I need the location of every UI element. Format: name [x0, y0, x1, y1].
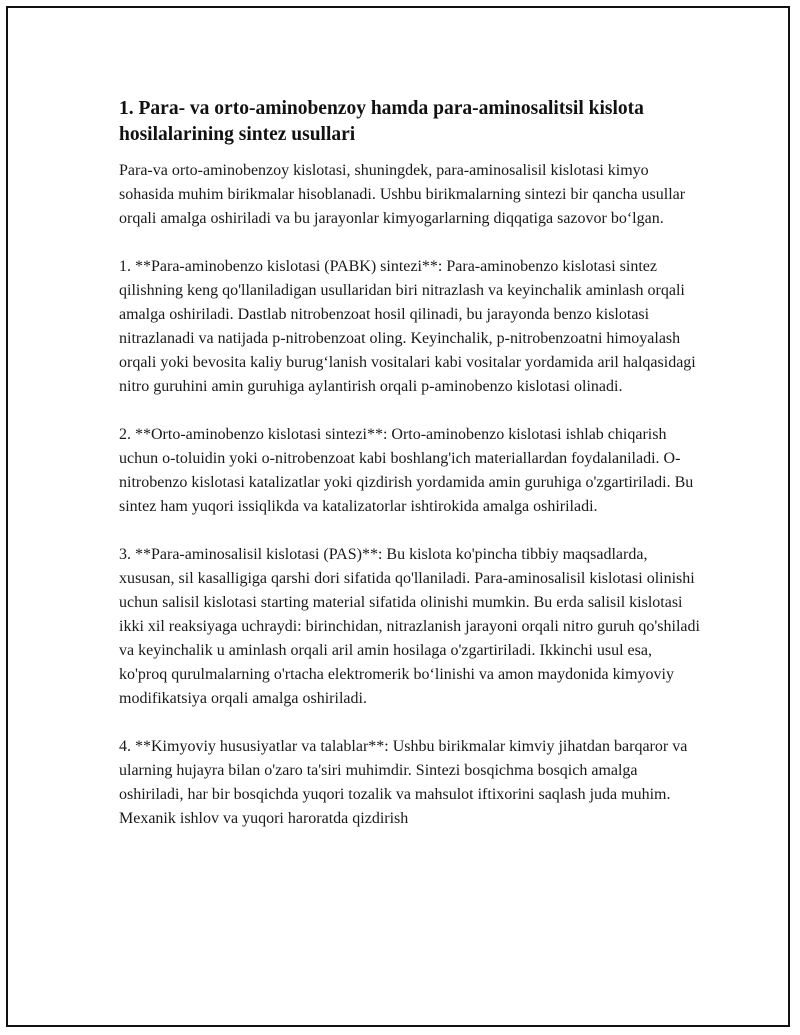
paragraph-chemical-properties: 4. **Kimyoviy hususiyatlar va talablar**: Ushbu birikmalar kimviy jihatdan barqaror va ularning hujayra bilan o'zaro ta'siri muhimdir. Sintezi bosqichma bosqich amalga oshiriladi, har bir bosqichda yuqori tozalik va mahsulot iftixorini saqlash juda muhim. Mexanik ishlov va yuqori haroratda qizdirish: [119, 738, 688, 827]
intro-paragraph: Para-va orto-aminobenzoy kislotasi, shuningdek, para-aminosalisil kislotasi kimyo sohasida muhim birikmalar hisoblanadi. Ushbu birikmalarning sintezi bir qancha usullar orqali amalga oshiriladi va bu jarayonlar kimyogarlarning diqqatiga sazovor bo‘lgan.: [119, 162, 686, 227]
paragraph-pabk-synthesis: 1. **Para-aminobenzo kislotasi (PABK) sintezi**: Para-aminobenzo kislotasi sintez qilishning keng qo'llaniladigan usullaridan biri nitrazlash va keyinchalik aminlash orqali amalga oshiriladi. Dastlab nitrobenzoat hosil qilinadi, bu jarayonda benzo kislotasi nitrazlanadi va natijada p-nitrobenzoat oling. Keyinchalik, p-nitrobenzoatni himoyalash orqali yoki bevosita kaliy burug‘lanish vositalari kabi vositalar yordamida aril halqasidagi nitro guruhini amin guruhiga aylantirish orqali p-aminobenzo kislotasi olinadi.: [119, 258, 696, 395]
document-body: [119, 96, 701, 831]
paragraph-pas-synthesis: 3. **Para-aminosalisil kislotasi (PAS)**: Bu kislota ko'pincha tibbiy maqsadlarda, xususan, sil kasalligiga qarshi dori sifatida qo'llaniladi. Para-aminosalisil kislotasi olinishi uchun salisil kislotasi starting material sifatida olinishi mumkin. Bu erda salisil kislotasi ikki xil reaksiyaga uchraydi: birinchidan, nitrazlanish jarayoni orqali nitro guruh qo'shiladi va keyinchalik u aminlash orqali aril amin hosilaga o'zgartiriladi. Ikkinchi usul esa, ko'proq qurulmalarning o'rtacha elektromerik bo‘linishi va amon maydonida kimyoviy modifikatsiya orqali amalga oshiriladi.: [119, 546, 700, 707]
document-page: [6, 6, 790, 1027]
paragraph-ortho-synthesis: 2. **Orto-aminobenzo kislotasi sintezi**: Orto-aminobenzo kislotasi ishlab chiqarish uchun o-toluidin yoki o-nitrobenzoat kabi boshlang'ich materiallardan foydalaniladi. O-nitrobenzo kislotasi katalizatlar yoki qizdirish yordamida amin guruhiga o'zgartiriladi. Bu sintez ham yuqori issiqlikda va katalizatorlar ishtirokida amalga oshiriladi.: [119, 426, 694, 515]
document-title: 1. Para- va orto-aminobenzoy hamda para-aminosalitsil kislota hosilalarining sintez usullari: [119, 98, 644, 145]
